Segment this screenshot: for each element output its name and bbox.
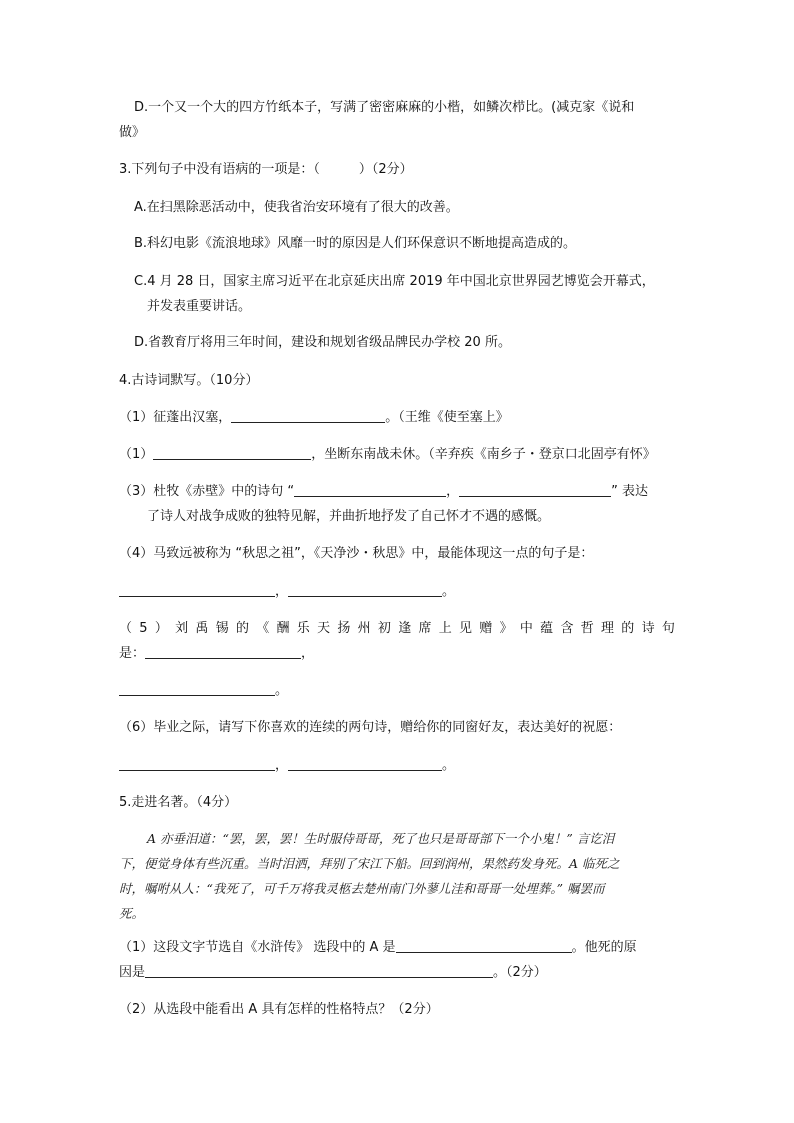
- q3-option-d: D.省教育厅将用三年时间，建设和规划省级品牌民办学校 20 所。: [134, 335, 511, 350]
- q4-s5-comma: ，: [301, 646, 315, 661]
- q5-passage-line3: 时，嘱咐从人：“我死了，可千万将我灵柩去楚州南门外蓼儿洼和哥哥一处埋葬。” 嘱罢而: [119, 881, 605, 896]
- q4-s5-char: 哲: [580, 621, 594, 636]
- q5-sub1-blank-2[interactable]: [145, 963, 493, 978]
- q4-s6-answer: [119, 755, 455, 776]
- q4-s5-char: 赠: [479, 621, 493, 636]
- q5-sub1-mid: 。他死的原: [571, 940, 637, 955]
- q4-s5-char: 席: [418, 621, 432, 636]
- q5-stem: 5.走进名著。（4分）: [119, 795, 238, 810]
- q4-s3-suffix: ” 表达: [611, 484, 649, 499]
- q4-s5-char: 见: [459, 621, 473, 636]
- q4-s5-char: 5: [139, 621, 148, 636]
- q4-s5-char: 酬: [276, 621, 290, 636]
- q4-s3-prefix: （3）杜牧《赤壁》中的诗句 “: [119, 484, 295, 499]
- q3-option-b: B.科幻电影《流浪地球》风靡一时的原因是人们环保意识不断地提高造成的。: [134, 236, 577, 251]
- q4-s2-prefix: （1）: [119, 447, 154, 462]
- q4-s5-char: 乐: [296, 621, 310, 636]
- q4-s1-suffix: 。（王维《使至塞上》: [385, 410, 509, 425]
- q4-s4-blank-2[interactable]: [288, 582, 442, 597]
- q4-s2-suffix: ，坐断东南战未休。（辛弃疾《南乡子・登京口北固亭有怀》: [311, 447, 656, 462]
- q4-s5-char: 的: [235, 621, 249, 636]
- q4-s5-shi: 是：: [119, 646, 146, 661]
- q4-s5-char: 理: [601, 621, 615, 636]
- q2-option-d-line1: D.一个又一个大的四方竹纸本子，写满了密密麻麻的小楷，如鳞次栉比。(减克家《说和: [134, 100, 635, 115]
- q5-passage-line1: A 亦垂泪道：“罢，罢，罢！生时服侍哥哥，死了也只是哥哥部下一个小鬼！” 言讫泪: [147, 831, 615, 846]
- q5-sub2: （2）从选段中能看出 A 具有怎样的性格特点？（2分）: [119, 1002, 439, 1017]
- q4-s3-blank-2[interactable]: [459, 482, 611, 497]
- q4-s6-blank-1[interactable]: [119, 756, 275, 771]
- q4-s5-stem-line2: [119, 643, 314, 664]
- q4-s5-char: 中: [519, 621, 533, 636]
- q3-option-a: A.在扫黑除恶活动中，使我省治安环境有了很大的改善。: [134, 200, 459, 215]
- q4-s5-blank-2[interactable]: [119, 681, 275, 696]
- q4-s5-char: 上: [438, 621, 452, 636]
- q5-sub1-line2-suffix: 。（2分）: [493, 965, 547, 980]
- q2-option-d-line2: 做》: [119, 125, 146, 140]
- q4-s3-line1: [119, 481, 648, 502]
- q4-s5-char: 扬: [337, 621, 351, 636]
- q4-s1-blank[interactable]: [231, 408, 385, 423]
- q4-s3-blank-1[interactable]: [294, 482, 446, 497]
- q4-s4-comma: ，: [275, 584, 289, 599]
- q4-s5-period: 。: [275, 683, 289, 698]
- q4-s3-line2: 了诗人对战争成败的独特见解，并曲折地抒发了自己怀才不遇的感慨。: [147, 509, 551, 524]
- q4-s4-period: 。: [442, 584, 456, 599]
- q5-sub1-line1: [119, 937, 637, 958]
- q4-s3-comma: ，: [446, 484, 460, 499]
- q4-s5-char: 天: [317, 621, 331, 636]
- q4-s6-comma: ，: [275, 758, 289, 773]
- q3-option-c-line1: C.4 月 28 日，国家主席习近平在北京延庆出席 2019 年中国北京世界园艺博览会开幕式，: [134, 274, 655, 289]
- q4-s6-blank-2[interactable]: [288, 756, 442, 771]
- q4-s5-char: 逢: [398, 621, 412, 636]
- q4-s5-char: 州: [357, 621, 371, 636]
- q4-s6-period: 。: [442, 758, 456, 773]
- q4-s4-answer: [119, 581, 455, 602]
- q4-s1: [119, 407, 509, 428]
- q5-passage-line4: 死。: [119, 906, 145, 921]
- q4-s4-stem: （4）马致远被称为 “秋思之祖”，《天净沙・秋思》中，最能体现这一点的句子是：: [119, 546, 594, 561]
- q4-s1-prefix: （1）征蓬出汉塞，: [119, 410, 232, 425]
- q4-s5-char: 含: [560, 621, 574, 636]
- q5-sub1-line2-prefix: 因是: [119, 965, 146, 980]
- q4-s5-char: 蕴: [540, 621, 554, 636]
- q5-sub1-blank-1[interactable]: [396, 938, 572, 953]
- q4-s5-char: 禹: [195, 621, 209, 636]
- q4-s5-char: 诗: [641, 621, 655, 636]
- q3-stem: 3.下列句子中没有语病的一项是：（ ）（2分）: [119, 162, 413, 177]
- q5-sub1-line2: [119, 962, 547, 983]
- q4-s2: [119, 444, 656, 465]
- q4-s5-char: 句: [661, 621, 675, 636]
- q5-passage-line2: 下，便觉身体有些沉重。当时泪洒，拜别了宋江下船。回到润州，果然药发身死。A 临死之: [119, 856, 620, 871]
- q3-option-c-line2: 并发表重要讲话。: [147, 299, 252, 314]
- q4-s5-blank-1[interactable]: [145, 644, 301, 659]
- q4-s5-char: （: [119, 621, 133, 636]
- q4-s5-char: 的: [621, 621, 635, 636]
- q4-s6-stem: （6）毕业之际，请写下你喜欢的连续的两句诗，赠给你的同窗好友，表达美好的祝愿：: [119, 720, 622, 735]
- q5-sub1-prefix: （1）这段文字节选自《水浒传》 选段中的 A 是: [119, 940, 396, 955]
- q4-stem: 4.古诗词默写。（10分）: [119, 373, 259, 388]
- q4-s4-blank-1[interactable]: [119, 582, 275, 597]
- q4-s5-char: 锡: [215, 621, 229, 636]
- q4-s5-char: 》: [499, 621, 513, 636]
- q4-s5-char: 《: [256, 621, 270, 636]
- q4-s2-blank[interactable]: [153, 445, 311, 460]
- q4-s5-answer-line: [119, 680, 288, 701]
- q4-s5-stem-line1: [119, 618, 675, 639]
- q4-s5-char: 刘: [175, 621, 189, 636]
- q4-s5-char: 初: [377, 621, 391, 636]
- q4-s5-char: ）: [154, 621, 168, 636]
